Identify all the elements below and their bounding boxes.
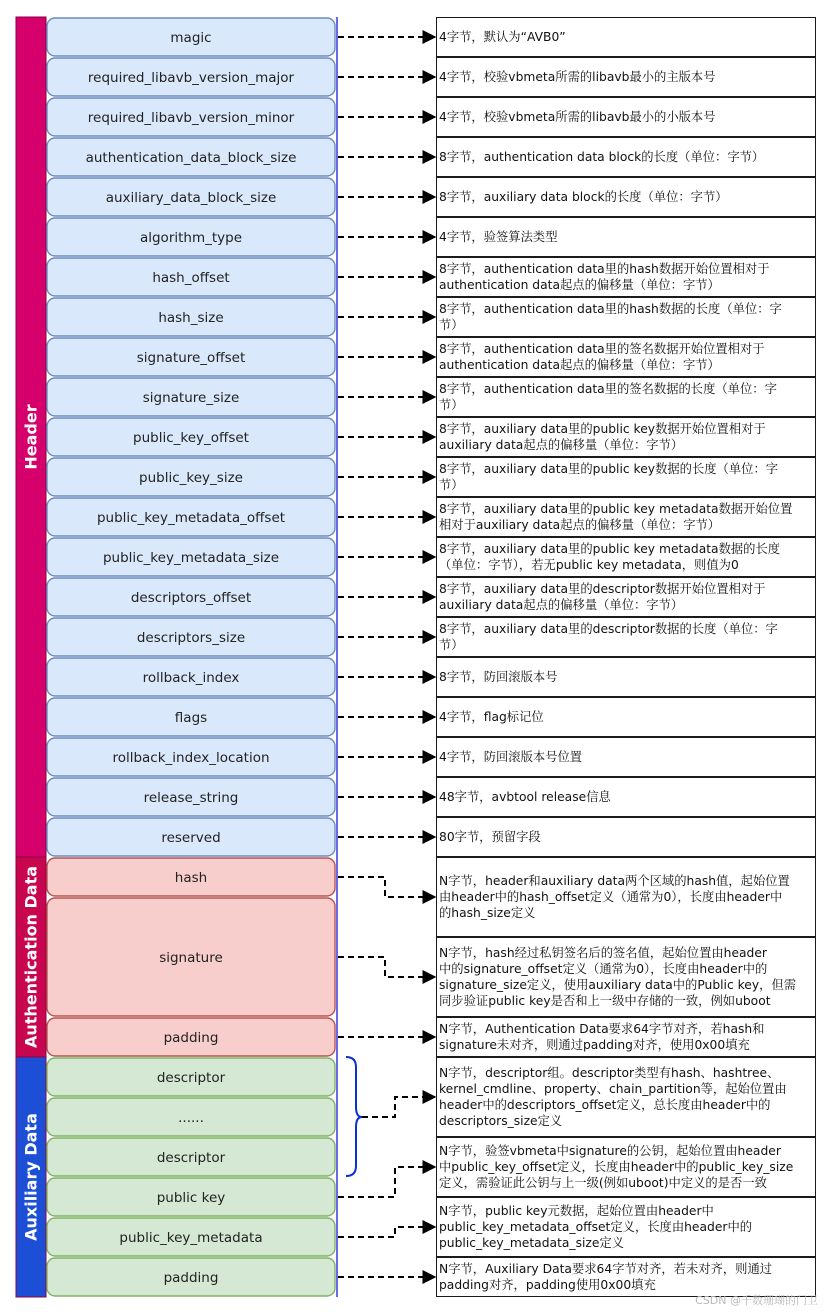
descriptor-group-brace	[346, 1057, 362, 1176]
header-description-8	[436, 297, 816, 337]
field-label: reserved	[161, 830, 221, 846]
description-text: 8字节，防回滚版本号	[439, 670, 558, 684]
field-label: signature	[159, 950, 223, 966]
field-label: descriptors_size	[136, 630, 246, 646]
description-text: 4字节，验签算法类型	[439, 230, 558, 244]
header-field-3	[47, 98, 335, 136]
aux-field-1	[47, 1058, 335, 1096]
aux-description-3	[436, 1197, 816, 1257]
description-text: 8字节，auxiliary data里的descriptor数据的长度（单位：字 节）	[439, 622, 778, 652]
header-field-21	[47, 818, 335, 856]
field-label: required_libavb_version_minor	[87, 110, 295, 126]
field-label: magic	[170, 30, 212, 46]
auth-connector-hash	[338, 877, 435, 897]
field-label: authentication_data_block_size	[85, 150, 297, 166]
header-description-6	[436, 217, 816, 257]
auth-field-1	[47, 858, 335, 896]
header-field-14	[47, 538, 335, 576]
header-field-4	[47, 138, 335, 176]
aux-field-3	[47, 1138, 335, 1176]
description-text: 8字节，authentication data里的签名数据开始位置相对于 authentication data起点的偏移量（单位：字节）	[439, 342, 765, 372]
header-field-10	[47, 378, 335, 416]
description-text: N字节，descriptor组。descriptor类型有hash、hashtree、 kernel_cmdline、property、chain_partition等，起始位置由 header中的descriptors_offset定义，总长度由header中的 descriptors_size定义	[439, 1066, 787, 1128]
description-text: 48字节，avbtool release信息	[439, 790, 611, 804]
field-label: release_string	[143, 790, 239, 806]
auth-field-2	[47, 898, 335, 1016]
aux-connector-descriptors	[362, 1097, 435, 1117]
header-field-17	[47, 658, 335, 696]
field-label: public_key_offset	[133, 430, 249, 446]
header-field-5	[47, 178, 335, 216]
section-label: Authentication Data	[21, 865, 41, 1049]
header-description-5	[436, 177, 816, 217]
aux-description-4	[436, 1257, 816, 1297]
header-description-19	[436, 737, 816, 777]
aux-field-6	[47, 1258, 335, 1296]
field-label: public_key_metadata	[119, 1230, 263, 1246]
field-label: hash_offset	[152, 270, 230, 286]
header-field-9	[47, 338, 335, 376]
header-field-13	[47, 498, 335, 536]
description-text: N字节，header和auxiliary data两个区域的hash值，起始位置 由header中的hash_offset定义（通常为0），长度由header中 的hash_size定义	[439, 874, 790, 920]
watermark: CSDN @千数珊瑚的门卫	[695, 1294, 818, 1307]
description-text: 8字节，auxiliary data里的public key metadata数据开始位置 相对于auxiliary data起点的偏移量（单位：字节）	[439, 502, 793, 532]
description-text: 4字节，flag标记位	[439, 710, 544, 724]
header-description-16	[436, 617, 816, 657]
header-description-20	[436, 777, 816, 817]
description-text: 8字节，authentication data里的hash数据开始位置相对于 authentication data起点的偏移量（单位：字节）	[439, 262, 770, 292]
header-description-9	[436, 337, 816, 377]
field-label: hash_size	[158, 310, 224, 326]
section-band-1	[16, 17, 46, 857]
field-label: public_key_metadata_size	[102, 550, 280, 566]
description-text: 8字节，auxiliary data block的长度（单位：字节）	[439, 190, 728, 204]
description-text: 4字节，校验vbmeta所需的libavb最小的小版本号	[439, 110, 716, 124]
description-text: 8字节，auxiliary data里的public key数据的长度（单位：字 节）	[439, 462, 779, 492]
header-field-7	[47, 258, 335, 296]
header-description-10	[436, 377, 816, 417]
header-description-18	[436, 697, 816, 737]
header-description-15	[436, 577, 816, 617]
auth-description-2	[436, 937, 816, 1017]
auth-description-3	[436, 1017, 816, 1057]
header-description-7	[436, 257, 816, 297]
header-field-12	[47, 458, 335, 496]
description-text: 4字节，防回滚版本号位置	[439, 750, 583, 764]
description-text: 8字节，auxiliary data里的descriptor数据开始位置相对于 auxiliary data起点的偏移量（单位：字节）	[439, 582, 766, 612]
description-text: 8字节，auxiliary data里的public key数据开始位置相对于 auxiliary data起点的偏移量（单位：字节）	[439, 422, 766, 452]
description-text: N字节，Authentication Data要求64字节对齐，若hash和 signature未对齐，则通过padding对齐，使用0x00填充	[439, 1022, 765, 1052]
aux-field-2	[47, 1098, 335, 1136]
header-description-21	[436, 817, 816, 857]
field-label: descriptors_offset	[130, 590, 252, 606]
header-field-16	[47, 618, 335, 656]
aux-connector-public-key	[338, 1167, 435, 1197]
field-label: hash	[174, 870, 208, 886]
header-field-11	[47, 418, 335, 456]
field-label: rollback_index_location	[112, 750, 270, 766]
field-label: padding	[163, 1270, 219, 1286]
description-text: 4字节，默认为“AVB0”	[439, 30, 566, 44]
auth-description-1	[436, 857, 816, 937]
field-label: flags	[174, 710, 208, 726]
field-label: public_key_size	[139, 470, 243, 486]
header-description-13	[436, 497, 816, 537]
aux-description-2	[436, 1137, 816, 1197]
field-label: padding	[163, 1030, 219, 1046]
field-label: ......	[178, 1110, 204, 1126]
description-text: N字节，Auxiliary Data要求64字节对齐，若未对齐，则通过 padding对齐，padding使用0x00填充	[439, 1262, 773, 1292]
description-text: 8字节，authentication data block的长度（单位：字节）	[439, 150, 765, 164]
field-label: algorithm_type	[139, 230, 243, 246]
field-label: rollback_index	[142, 670, 240, 686]
field-label: descriptor	[156, 1150, 226, 1166]
header-description-2	[436, 57, 816, 97]
auth-connector-signature	[338, 957, 435, 977]
field-label: auxiliary_data_block_size	[105, 190, 277, 206]
header-description-4	[436, 137, 816, 177]
header-field-19	[47, 738, 335, 776]
aux-connector-public-key-metadata	[338, 1227, 435, 1237]
header-description-17	[436, 657, 816, 697]
section-band-3	[16, 1057, 46, 1297]
header-field-15	[47, 578, 335, 616]
description-text: N字节，hash经过私钥签名后的签名值，起始位置由header 中的signature_offset定义（通常为0），长度由header中的 signature_size定义，使用auxiliary data中的Public key，但需 同步验证public key是否和上一级中存储的一致，例如uboot	[439, 946, 797, 1008]
header-field-1	[47, 18, 335, 56]
header-description-14	[436, 537, 816, 577]
field-label: required_libavb_version_major	[87, 70, 295, 86]
section-label: Auxiliary Data	[21, 1113, 41, 1241]
aux-field-4	[47, 1178, 335, 1216]
section-band-2	[16, 857, 46, 1057]
field-label: signature_offset	[136, 350, 246, 366]
auth-field-3	[47, 1018, 335, 1056]
header-description-11	[436, 417, 816, 457]
header-description-1	[436, 17, 816, 57]
field-label: public_key_metadata_offset	[96, 510, 286, 526]
field-label: public key	[156, 1190, 226, 1206]
description-text: 8字节，auxiliary data里的public key metadata数据的长度 （单位：字节），若无public key metadata，则值为0	[439, 542, 781, 572]
header-description-3	[436, 97, 816, 137]
header-field-20	[47, 778, 335, 816]
header-field-8	[47, 298, 335, 336]
description-text: N字节，public key元数据，起始位置由header中 public_key_metadata_offset定义，长度由header中的 public_key_metadata_size定义	[439, 1204, 753, 1250]
description-text: 80字节，预留字段	[439, 830, 541, 844]
description-text: 8字节，authentication data里的签名数据的长度（单位：字 节）	[439, 382, 777, 412]
description-text: N字节，验签vbmeta中signature的公钥，起始位置由header 中public_key_offset定义，长度由header中的public_key_size 定义，需验证此公钥与上一级(例如uboot)中定义的是否一致	[439, 1144, 794, 1190]
description-text: 8字节，authentication data里的hash数据的长度（单位：字 节）	[439, 302, 782, 332]
aux-description-1	[436, 1057, 816, 1137]
section-label: Header	[21, 404, 41, 470]
header-field-18	[47, 698, 335, 736]
aux-field-5	[47, 1218, 335, 1256]
header-field-6	[47, 218, 335, 256]
header-field-2	[47, 58, 335, 96]
field-label: descriptor	[156, 1070, 226, 1086]
field-label: signature_size	[142, 390, 240, 406]
header-description-12	[436, 457, 816, 497]
description-text: 4字节，校验vbmeta所需的libavb最小的主版本号	[439, 70, 716, 84]
